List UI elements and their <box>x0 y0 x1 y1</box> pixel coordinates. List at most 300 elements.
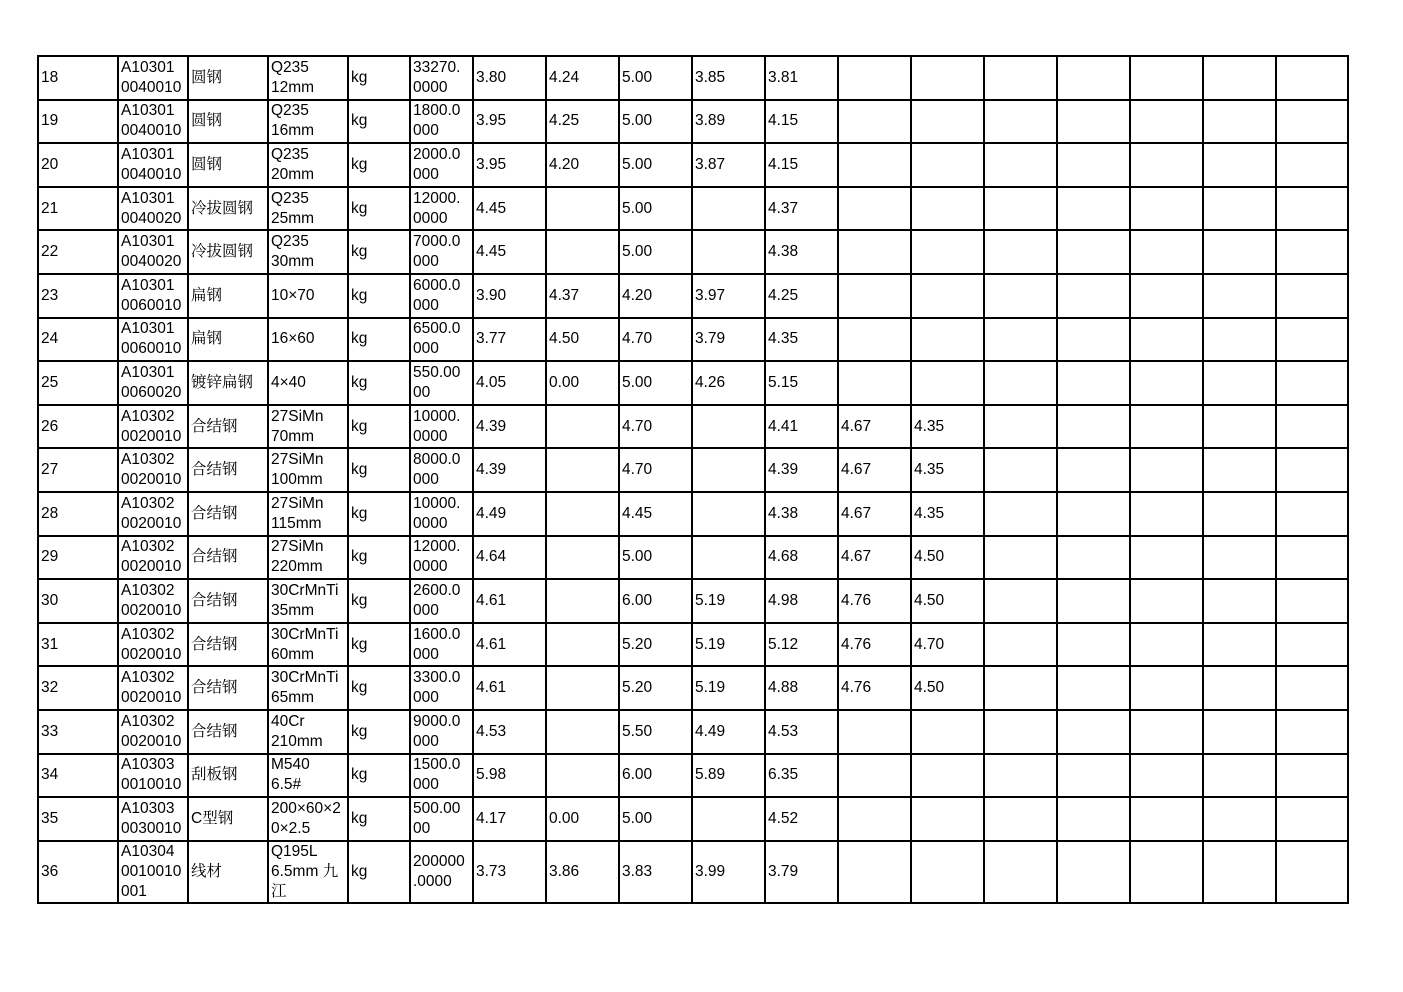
table-cell <box>546 405 619 449</box>
table-cell: 12000. 0000 <box>410 187 473 231</box>
table-cell <box>1130 710 1203 754</box>
table-cell <box>692 797 765 841</box>
table-cell <box>1057 797 1130 841</box>
table-cell: 8000.0 000 <box>410 448 473 492</box>
table-cell: A10302 0020010 <box>118 405 188 449</box>
table-cell: Q235 20mm <box>268 143 348 187</box>
table-cell <box>911 754 984 798</box>
table-cell <box>692 230 765 274</box>
table-cell: 3.83 <box>619 841 692 903</box>
table-cell <box>1203 405 1276 449</box>
table-cell: 5.98 <box>473 754 546 798</box>
table-cell: 4.38 <box>765 230 838 274</box>
table-cell <box>984 405 1057 449</box>
table-cell: 合结钢 <box>188 579 268 623</box>
table-cell: 合结钢 <box>188 666 268 710</box>
table-cell <box>984 666 1057 710</box>
table-cell: 3.97 <box>692 274 765 318</box>
table-row <box>38 230 1348 274</box>
table-cell: 21 <box>38 187 118 231</box>
table-cell <box>984 143 1057 187</box>
table-row <box>38 143 1348 187</box>
table-cell <box>911 361 984 405</box>
table-cell: kg <box>348 623 410 667</box>
table-cell: kg <box>348 666 410 710</box>
table-cell: 4.50 <box>911 579 984 623</box>
table-cell <box>984 100 1057 144</box>
table-cell <box>546 710 619 754</box>
table-cell <box>984 448 1057 492</box>
table-cell: A10303 0010010 <box>118 754 188 798</box>
table-cell: 5.00 <box>619 230 692 274</box>
table-cell: A10301 0060010 <box>118 274 188 318</box>
table-cell <box>1203 448 1276 492</box>
table-cell: 35 <box>38 797 118 841</box>
table-cell <box>984 318 1057 362</box>
table-cell: 5.00 <box>619 143 692 187</box>
table-cell: 29 <box>38 536 118 580</box>
table-cell <box>1203 100 1276 144</box>
table-cell <box>984 579 1057 623</box>
table-cell <box>1057 143 1130 187</box>
table-cell: 5.00 <box>619 361 692 405</box>
table-cell <box>1130 361 1203 405</box>
table-cell: 扁钢 <box>188 274 268 318</box>
table-cell <box>1057 100 1130 144</box>
table-cell: 3.89 <box>692 100 765 144</box>
table-cell: 圆钢 <box>188 143 268 187</box>
table-cell: 5.50 <box>619 710 692 754</box>
table-cell: 4.45 <box>619 492 692 536</box>
table-cell: kg <box>348 274 410 318</box>
table-cell: 19 <box>38 100 118 144</box>
table-cell: 10000. 0000 <box>410 405 473 449</box>
table-cell: 3.86 <box>546 841 619 903</box>
table-cell: 6.35 <box>765 754 838 798</box>
table-cell: 3.90 <box>473 274 546 318</box>
table-cell <box>1057 710 1130 754</box>
table-cell: 冷拔圆钢 <box>188 230 268 274</box>
table-cell <box>984 536 1057 580</box>
table-cell: 3.95 <box>473 143 546 187</box>
table-cell: 3.81 <box>765 56 838 100</box>
table-cell <box>1130 492 1203 536</box>
table-body <box>38 56 1348 903</box>
table-cell: 27SiMn 70mm <box>268 405 348 449</box>
table-cell <box>1203 187 1276 231</box>
table-cell <box>1130 841 1203 903</box>
table-cell: 4×40 <box>268 361 348 405</box>
table-cell <box>838 143 911 187</box>
table-cell: 4.61 <box>473 623 546 667</box>
table-cell: 18 <box>38 56 118 100</box>
table-cell: 4.37 <box>765 187 838 231</box>
table-cell: 10000. 0000 <box>410 492 473 536</box>
table-cell: 5.00 <box>619 797 692 841</box>
table-cell: kg <box>348 841 410 903</box>
table-cell: 4.35 <box>765 318 838 362</box>
table-cell <box>838 754 911 798</box>
table-cell: kg <box>348 56 410 100</box>
table-cell <box>911 710 984 754</box>
table-cell: 2600.0 000 <box>410 579 473 623</box>
table-cell <box>1057 492 1130 536</box>
table-cell: Q235 12mm <box>268 56 348 100</box>
table-cell <box>1130 754 1203 798</box>
table-cell: 5.20 <box>619 623 692 667</box>
table-cell: 16×60 <box>268 318 348 362</box>
table-cell: 4.64 <box>473 536 546 580</box>
table-row <box>38 797 1348 841</box>
table-cell: 4.76 <box>838 666 911 710</box>
table-cell: 33 <box>38 710 118 754</box>
table-cell: A10301 0060020 <box>118 361 188 405</box>
table-cell <box>1130 666 1203 710</box>
table-row <box>38 536 1348 580</box>
table-cell: 30CrMnTi 35mm <box>268 579 348 623</box>
table-cell <box>1057 666 1130 710</box>
table-cell <box>984 797 1057 841</box>
table-cell: Q235 30mm <box>268 230 348 274</box>
table-row <box>38 623 1348 667</box>
table-cell: 3.80 <box>473 56 546 100</box>
table-cell <box>1203 666 1276 710</box>
table-cell: A10302 0020010 <box>118 448 188 492</box>
table-cell <box>1203 797 1276 841</box>
table-cell: A10301 0060010 <box>118 318 188 362</box>
table-cell: Q195L 6.5mm 九 江 <box>268 841 348 903</box>
table-cell <box>984 710 1057 754</box>
table-cell: 5.12 <box>765 623 838 667</box>
table-cell: 4.49 <box>473 492 546 536</box>
table-cell <box>1276 405 1348 449</box>
table-cell: 5.89 <box>692 754 765 798</box>
table-cell: 28 <box>38 492 118 536</box>
table-cell: 32 <box>38 666 118 710</box>
table-cell <box>1276 666 1348 710</box>
table-cell: Q235 16mm <box>268 100 348 144</box>
table-cell: 27SiMn 100mm <box>268 448 348 492</box>
table-cell <box>1276 361 1348 405</box>
table-cell <box>1057 448 1130 492</box>
table-cell: 3.79 <box>765 841 838 903</box>
table-cell: 1500.0 000 <box>410 754 473 798</box>
table-cell <box>838 710 911 754</box>
table-cell <box>546 666 619 710</box>
table-row <box>38 841 1348 903</box>
table-cell: 合结钢 <box>188 448 268 492</box>
table-cell: 200000 .0000 <box>410 841 473 903</box>
table-cell: 30CrMnTi 65mm <box>268 666 348 710</box>
table-cell: 4.88 <box>765 666 838 710</box>
table-cell <box>1203 492 1276 536</box>
table-cell: 30CrMnTi 60mm <box>268 623 348 667</box>
table-cell: 4.24 <box>546 56 619 100</box>
table-cell <box>1276 448 1348 492</box>
table-cell: 3.85 <box>692 56 765 100</box>
table-cell: 4.05 <box>473 361 546 405</box>
table-cell <box>1276 143 1348 187</box>
table-cell: 4.37 <box>546 274 619 318</box>
table-cell <box>1057 536 1130 580</box>
table-row <box>38 754 1348 798</box>
table-cell <box>692 405 765 449</box>
table-cell: 4.17 <box>473 797 546 841</box>
table-cell: 550.00 00 <box>410 361 473 405</box>
table-cell <box>1276 274 1348 318</box>
table-cell: 4.61 <box>473 666 546 710</box>
table-cell <box>546 448 619 492</box>
table-cell: 200×60×2 0×2.5 <box>268 797 348 841</box>
table-cell: 27SiMn 220mm <box>268 536 348 580</box>
table-cell <box>1057 56 1130 100</box>
table-cell <box>984 623 1057 667</box>
table-cell: 扁钢 <box>188 318 268 362</box>
table-cell <box>838 230 911 274</box>
table-cell: A10301 0040010 <box>118 143 188 187</box>
table-cell: 4.15 <box>765 100 838 144</box>
table-cell <box>1203 754 1276 798</box>
table-cell: 4.50 <box>911 666 984 710</box>
table-cell: 4.76 <box>838 579 911 623</box>
table-cell: C型钢 <box>188 797 268 841</box>
table-cell: kg <box>348 405 410 449</box>
table-cell: 9000.0 000 <box>410 710 473 754</box>
table-cell <box>1276 841 1348 903</box>
table-cell <box>546 492 619 536</box>
table-cell: 4.76 <box>838 623 911 667</box>
table-cell <box>911 797 984 841</box>
table-cell <box>1057 623 1130 667</box>
table-cell <box>1203 710 1276 754</box>
table-cell <box>1276 492 1348 536</box>
table-cell: 5.19 <box>692 666 765 710</box>
table-cell: 4.38 <box>765 492 838 536</box>
table-cell <box>1057 841 1130 903</box>
table-cell <box>1203 536 1276 580</box>
table-cell: 33270. 0000 <box>410 56 473 100</box>
table-cell: 合结钢 <box>188 492 268 536</box>
table-cell: 4.67 <box>838 448 911 492</box>
table-cell: 31 <box>38 623 118 667</box>
table-cell <box>1130 56 1203 100</box>
table-cell <box>1057 230 1130 274</box>
table-cell <box>1057 754 1130 798</box>
table-cell <box>911 100 984 144</box>
table-cell <box>1203 318 1276 362</box>
table-cell: A10301 0040010 <box>118 100 188 144</box>
table-cell: kg <box>348 361 410 405</box>
table-cell: 4.25 <box>765 274 838 318</box>
table-cell: 4.20 <box>619 274 692 318</box>
table-cell <box>1203 623 1276 667</box>
table-cell: 4.26 <box>692 361 765 405</box>
table-cell: 4.25 <box>546 100 619 144</box>
table-cell <box>1130 318 1203 362</box>
table-cell <box>1276 797 1348 841</box>
table-cell: 4.39 <box>473 405 546 449</box>
table-cell: A10301 0040010 <box>118 56 188 100</box>
table-cell: 合结钢 <box>188 710 268 754</box>
table-cell <box>1203 361 1276 405</box>
table-cell: kg <box>348 143 410 187</box>
table-cell: kg <box>348 448 410 492</box>
table-cell: 4.50 <box>546 318 619 362</box>
table-cell: 4.39 <box>473 448 546 492</box>
table-cell <box>546 623 619 667</box>
table-cell: 3.87 <box>692 143 765 187</box>
table-cell <box>1203 143 1276 187</box>
table-cell: 3.77 <box>473 318 546 362</box>
table-cell <box>692 448 765 492</box>
table-cell <box>1130 143 1203 187</box>
table-cell <box>1276 230 1348 274</box>
table-cell: 1600.0 000 <box>410 623 473 667</box>
table-cell: 5.19 <box>692 623 765 667</box>
table-cell: 6000.0 000 <box>410 274 473 318</box>
table-cell: A10302 0020010 <box>118 579 188 623</box>
table-cell <box>1276 56 1348 100</box>
table-cell <box>838 318 911 362</box>
table-cell: 20 <box>38 143 118 187</box>
table-cell <box>838 797 911 841</box>
table-cell <box>984 754 1057 798</box>
table-cell <box>984 274 1057 318</box>
price-table <box>37 55 1349 904</box>
table-cell: 6.00 <box>619 579 692 623</box>
table-cell <box>1276 623 1348 667</box>
table-cell <box>1276 754 1348 798</box>
table-cell: kg <box>348 100 410 144</box>
table-cell <box>546 579 619 623</box>
table-cell: kg <box>348 536 410 580</box>
table-cell <box>984 841 1057 903</box>
table-cell: 27SiMn 115mm <box>268 492 348 536</box>
table-cell: A10301 0040020 <box>118 187 188 231</box>
table-cell <box>1130 623 1203 667</box>
table-cell <box>1130 405 1203 449</box>
table-cell: 4.70 <box>619 318 692 362</box>
table-cell: 2000.0 000 <box>410 143 473 187</box>
table-row <box>38 492 1348 536</box>
table-cell: 合结钢 <box>188 536 268 580</box>
table-cell: 4.39 <box>765 448 838 492</box>
table-cell: kg <box>348 492 410 536</box>
table-cell <box>838 274 911 318</box>
table-cell <box>1057 318 1130 362</box>
table-cell: 4.20 <box>546 143 619 187</box>
table-cell: 1800.0 000 <box>410 100 473 144</box>
table-cell <box>838 187 911 231</box>
table-cell <box>911 187 984 231</box>
table-cell: A10304 0010010 001 <box>118 841 188 903</box>
table-cell: 4.98 <box>765 579 838 623</box>
table-cell: 24 <box>38 318 118 362</box>
table-cell: A10303 0030010 <box>118 797 188 841</box>
table-cell: 5.15 <box>765 361 838 405</box>
table-cell: 5.00 <box>619 100 692 144</box>
table-cell: 4.67 <box>838 492 911 536</box>
table-cell <box>1057 405 1130 449</box>
table-cell <box>911 274 984 318</box>
table-row <box>38 405 1348 449</box>
table-cell <box>1057 579 1130 623</box>
table-cell <box>1203 841 1276 903</box>
table-cell: 4.15 <box>765 143 838 187</box>
table-cell: 3.99 <box>692 841 765 903</box>
table-cell <box>1130 187 1203 231</box>
table-cell: 4.35 <box>911 405 984 449</box>
table-cell: 4.67 <box>838 405 911 449</box>
table-cell <box>1203 274 1276 318</box>
table-cell: 26 <box>38 405 118 449</box>
table-cell: A10302 0020010 <box>118 492 188 536</box>
table-cell: A10302 0020010 <box>118 536 188 580</box>
table-cell <box>838 361 911 405</box>
table-cell: 圆钢 <box>188 100 268 144</box>
table-row <box>38 100 1348 144</box>
table-cell: kg <box>348 797 410 841</box>
table-cell <box>1276 187 1348 231</box>
table-cell <box>1130 100 1203 144</box>
table-cell: 10×70 <box>268 274 348 318</box>
table-cell <box>984 56 1057 100</box>
table-cell <box>1276 710 1348 754</box>
table-cell: kg <box>348 187 410 231</box>
table-cell: 合结钢 <box>188 405 268 449</box>
table-cell <box>1057 187 1130 231</box>
table-cell <box>546 187 619 231</box>
table-cell <box>546 754 619 798</box>
table-cell: 4.49 <box>692 710 765 754</box>
table-cell: 线材 <box>188 841 268 903</box>
table-row <box>38 318 1348 362</box>
table-cell <box>984 230 1057 274</box>
table-cell: 4.70 <box>619 405 692 449</box>
table-cell <box>1203 230 1276 274</box>
table-cell <box>1276 536 1348 580</box>
table-cell: 30 <box>38 579 118 623</box>
table-cell <box>1130 448 1203 492</box>
table-cell <box>1203 56 1276 100</box>
table-cell: 22 <box>38 230 118 274</box>
table-cell: kg <box>348 710 410 754</box>
table-cell: 合结钢 <box>188 623 268 667</box>
table-cell: 4.53 <box>473 710 546 754</box>
table-cell: 4.67 <box>838 536 911 580</box>
table-cell: 5.00 <box>619 56 692 100</box>
table-cell: 4.41 <box>765 405 838 449</box>
table-cell <box>1276 579 1348 623</box>
table-cell <box>546 230 619 274</box>
table-cell: A10302 0020010 <box>118 666 188 710</box>
table-cell: kg <box>348 579 410 623</box>
table-cell: 圆钢 <box>188 56 268 100</box>
table-cell: 4.35 <box>911 492 984 536</box>
table-cell <box>984 187 1057 231</box>
table-cell: 4.35 <box>911 448 984 492</box>
table-cell: 4.50 <box>911 536 984 580</box>
table-row <box>38 448 1348 492</box>
table-cell <box>692 187 765 231</box>
table-cell <box>1130 797 1203 841</box>
table-row <box>38 361 1348 405</box>
table-cell <box>984 492 1057 536</box>
table-cell <box>984 361 1057 405</box>
table-cell: 0.00 <box>546 361 619 405</box>
table-cell: 5.00 <box>619 187 692 231</box>
table-cell <box>1203 579 1276 623</box>
